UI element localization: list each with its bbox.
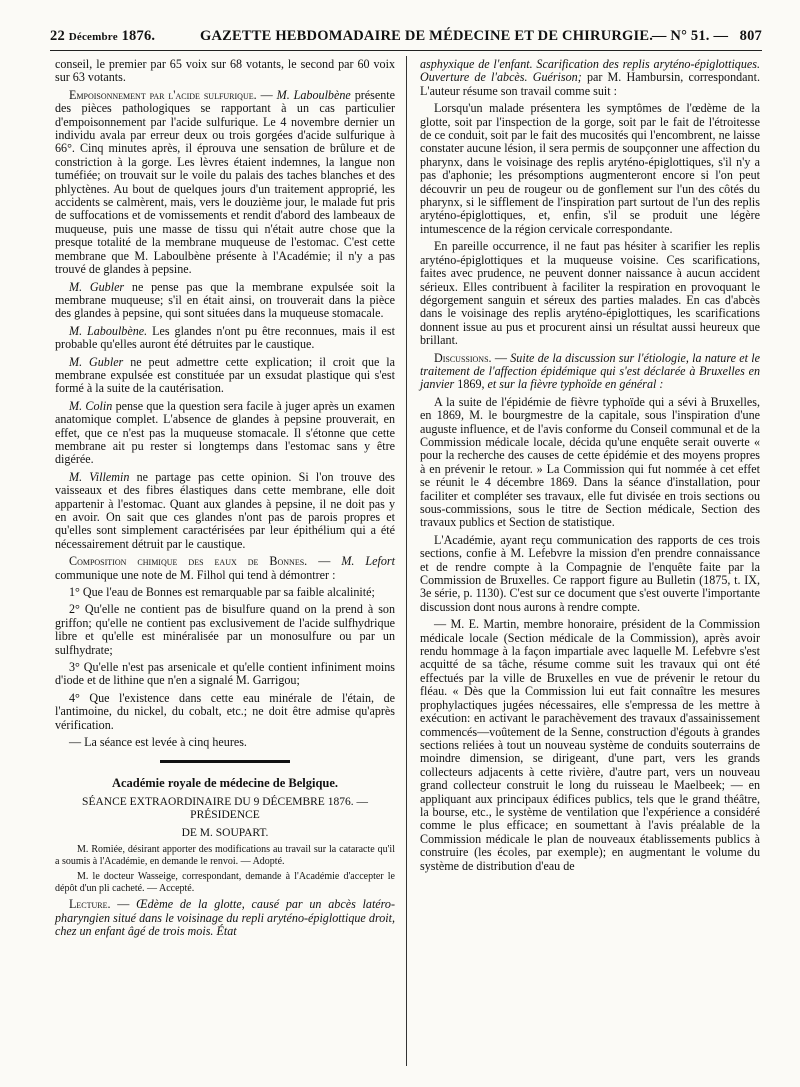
journal-title: GAZETTE HEBDOMADAIRE DE MÉDECINE ET DE CHIRURGIE. — [200, 28, 654, 44]
paragraph: conseil, le premier par 65 voix sur 68 votants, le second par 60 voix sur 63 votants. — [55, 57, 395, 85]
right-column — [420, 58, 760, 877]
paragraph: asphyxique de l'enfant. Scarification des replis aryténo-épiglottiques. Ouverture de l'abcès. Guérison; par M. Hambursin, correspondant. L'auteur résume son travail comme suit : — [420, 57, 760, 98]
paragraph: A la suite de l'épidémie de fièvre typhoïde qui a sévi à Bruxelles, en 1869, M. le bourgmestre de la capitale, sous l'inspiration d'une auguste influence, et de l'avis conforme du Conseil communal et de la Commission médicale locale, décida qu'une enquête serait ouverte « pour la recherche des causes de cette épidémie et des moyens propres à en prévenir le retour. » La Commission qui fut nommée à cet effet se réunit le 4 décembre 1869. Dans la séance d'installation, pour faciliter et compléter ses travaux, elle fut divisée en trois sections ou sous-commissions, sous le titre de Section médicale, Section des travaux publics et Section de statistique. — [420, 394, 760, 530]
column-divider — [406, 56, 407, 1066]
paragraph: Empoisonnement par l'acide sulfurique. — M. Laboulbène présente des pièces pathologiques se rapportant à un cas particulier d'empoisonnement par l'acide sulfurique. Le 4 novembre dernier un individu avala par erreur deux ou trois gorgées d'acide sulfurique à 66°. Cinq minutes après, il éprouva une sensation de brûlure et de constriction à la gorge. Les lèvres étaient indemnes, la langue non tuméfiée; on trouvait sur le voile du palais des taches blanches et des phlyctènes. Au bout de quelques jours d'un traitement approprié, les accidents se calmèrent, mais, vers le douzième jour, le malade fut pris de suffocations et de vomissements et rendit d'abord des lambeaux de muqueuse, puis une masse de tissu qui n'était autre chose que la presque totalité de la membrane muqueuse de l'estomac. C'est cette membrane que M. Laboulbène présente à l'Académie; il n'y a pas trouvé de glandes à pepsine. — [55, 87, 395, 277]
issue-and-page: — N° 51. — 807 — [651, 28, 762, 44]
paragraph: — M. E. Martin, membre honoraire, président de la Commission médicale locale (Section médicale de la Commission), après avoir rendu hommage à la façon impartiale avec laquelle M. Lefebvre s'est acquitté de sa tâche, résume comme suit les travaux qui ont été effectués par la ville de Bruxelles en vue de prévenir le retour du fléau. « Dès que la Commission lui eut fait connaître les mesures prophylactiques jugées nécessaires, elle s'empressa de les mettre à exécution: en activant le parachèvement des travaux d'assainissement commencés—voûtement de la Senne, construction d'égouts à grandes sections reliées à tout un nouveau système de conduits souterrains de moindre dimension, se dirigeant, d'une part, vers les grands collecteurs adjacents à cette rivière, d'autre part, vers un nouveau grand collecteur construit le long du ruisseau le Maelbeek; — en appliquant aux principaux édifices publics, tels que le grand théâtre, la bourse, etc., le système de ventilation que l'expérience a considéré comme le plus efficace; en soumettant à l'avis préalable de la Commission médicale le plan de nouveaux établissements publics à construire (les écoles, par exemple); en augmentant le volume du système de distribution d'eau de — [420, 617, 760, 873]
paragraph: En pareille occurrence, il ne faut pas hésiter à scarifier les replis aryténo-épiglottiques et la muqueuse voisine. Ces scarifications, faites avec prudence, ne peuvent donner naissance à aucun accident sérieux. Elles contribuent à faciliter la respiration en provoquant le dégorgement sanguin et séreux des parties malades. En cas d'abcès dans le voisinage des replis aryténo-épiglottiques, les scarifications donnent issue au pus et procurent ainsi un résultat aussi heureux que brillant. — [420, 239, 760, 348]
page-header — [50, 28, 762, 48]
notice: M. Romiée, désirant apporter des modifications au travail sur la cataracte qu'il a soumis à l'Académie, en demande le renvoi. — Adopté. — [55, 844, 395, 867]
paragraph: M. Villemin ne partage pas cette opinion. Si l'on trouve des vaisseaux et des fibres élastiques dans cette membrane, elle doit appartenir à l'estomac. Quant aux glandes à pepsine, il ne doit pas y en avoir. On sait que ces glandes n'ont pas de parois propres et qu'elles sont simplement caractérisées par leur épithélium qui a été nécessairement détruit par le caustique. — [55, 469, 395, 551]
issue-date: 22 Décembre 1876. — [50, 28, 156, 44]
paragraph: Lecture. — Œdème de la glotte, causé par un abcès latéro-pharyngien situé dans le voisinage du repli aryténo-épiglottique droit, chez un enfant âgé de trois mois. État — [55, 897, 396, 938]
paragraph: L'Académie, ayant reçu communication des rapports de ces trois sections, confie à M. Lefebvre la mission d'en prendre connaissance et de rendre compte à la Compagnie de l'enquête faite par la Commission de Bruxelles. Ce rapport figure au Bulletin (1875, t. IX, 3e série, p. 1130). C'est sur ce document que s'est ouverte l'importante discussion dont nous aurons à rendre compte. — [420, 532, 760, 614]
header-rule — [50, 50, 762, 51]
paragraph: M. Gubler ne pense pas que la membrane expulsée soit la membrane muqueuse; s'il en était ainsi, on trouverait dans la pièce des glandes à pepsine, qui sont situées dans la muqueuse stomacale. — [55, 279, 395, 321]
paragraph: Discussions. — Suite de la discussion sur l'étiologie, la nature et le traitement de l'affection épidémique qui s'est déclarée à Bruxelles en janvier 1869, et sur la fièvre typhoïde en général : — [420, 350, 760, 392]
left-column — [55, 58, 395, 942]
section-separator — [160, 760, 290, 763]
paragraph: Composition chimique des eaux de Bonnes. — M. Lefort communique une note de M. Filhol qui tend à démontrer : — [55, 554, 395, 582]
list-item: 3° Qu'elle n'est pas arsenicale et qu'elle contient infiniment moins d'iode et de lithine que n'en a signalé M. Garrigou; — [55, 660, 395, 688]
paragraph: Lorsqu'un malade présentera les symptômes de l'œdème de la glotte, soit par l'inspection de la gorge, soit par le fait de l'étroitesse de ce conduit, soit par le fait des mucosités qui l'encombrent, ne laisse constater aucune lésion, il sera permis de soupçonner une affection du pharynx, dans le voisinage des replis aryténo-épiglottiques, s'il n'y a pas d'aphonie; les présomptions augmenteront encore si l'on peut découvrir un peu de rougeur ou de gonflement sur l'un des côtés du pharynx, si le sifflement de l'inspiration part surtout de l'un des replis aryténo-épiglottiques, et, enfin, s'il se produit une légère intumescence de la région cervicale correspondante. — [420, 101, 760, 236]
paragraph: M. Colin pense que la question sera facile à juger après un examen anatomique complet. L'absence de glandes à pepsine prouverait, en effet, que ce n'est pas la muqueuse stomacale. Il s'étonne que cette membrane ait pu rester si longtemps dans l'estomac sans y être digérée. — [55, 398, 395, 467]
notice: M. le docteur Wasseige, correspondant, demande à l'Académie d'accepter le dépôt d'un pli cacheté. — Accepté. — [55, 871, 395, 894]
list-item: 2° Qu'elle ne contient pas de bisulfure quand on la prend à son griffon; qu'elle ne contient pas exclusivement de l'acide sulfhydrique libre et qu'elle est minéralisée par un monosulfure ou par un sulfhydrate; — [55, 602, 395, 657]
session-closing: — La séance est levée à cinq heures. — [69, 735, 247, 750]
paragraph: M. Laboulbène. Les glandes n'ont pu être reconnues, mais il est probable qu'elles auront été détruites par le caustique. — [55, 323, 395, 352]
list-item: 1° Que l'eau de Bonnes est remarquable par sa faible alcalinité; — [69, 585, 375, 600]
paragraph: M. Gubler ne peut admettre cette explication; il croit que la membrane expulsée est constituée par un exsudat plastique qui s'est formé à la suite de la cautérisation. — [55, 354, 396, 396]
session-title: SÉANCE EXTRAORDINAIRE DU 9 DÉCEMBRE 1876. — PRÉSIDENCE — [82, 795, 368, 822]
list-item: 4° Que l'existence dans cette eau minérale de l'étain, de l'antimoine, du nickel, du cobalt, etc.; ne doit être admise qu'après vérification. — [55, 690, 395, 732]
section-heading: Académie royale de médecine de Belgique. — [111, 775, 339, 790]
session-president: DE M. SOUPART. — [181, 826, 269, 839]
